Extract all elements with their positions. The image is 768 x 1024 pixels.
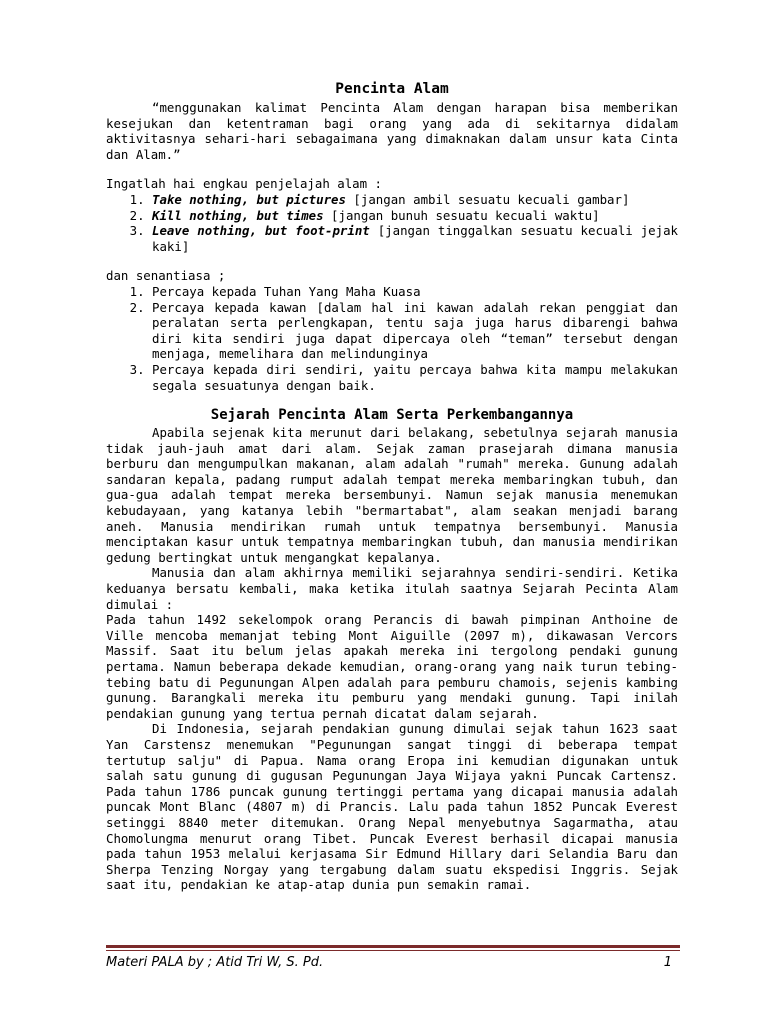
rule-text: [jangan bunuh sesuatu kecuali waktu]	[323, 207, 600, 223]
document-body	[106, 80, 678, 893]
section-title: Sejarah Pencinta Alam Serta Perkembangannya	[210, 407, 574, 424]
rule-emphasis: Take nothing, but pictures	[152, 191, 346, 207]
rule-emphasis: Leave nothing, but foot-print	[152, 223, 370, 239]
paragraph: Di Indonesia, sejarah pendakian gunung dimulai sejak tahun 1623 saat Yan Carstensz menemukan "Pegunungan sangat tinggi di beberapa tempat tertutup salju" di Papua. Nama orang Eropa ini kemudian digunakan untuk salah satu gunung di gugusan Pegunungan Jaya Wijaya yakni Puncak Cartensz. Pada tahun 1786 puncak gunung tertinggi pertama yang dicapai manusia adalah puncak Mont Blanc (4807 m) di Prancis. Lalu pada tahun 1852 Puncak Everest setinggi 8840 meter ditemukan. Orang Nepal menyebutnya Sagarmatha, atau Chomolungma menurut orang Tibet. Puncak Everest berhasil dicapai manusia pada tahun 1953 melalui kerjasama Sir Edmund Hillary dari Selandia Baru dan Sherpa Tenzing Norgay yang tergabung dalam suatu ekspedisi Inggris. Sejak saat itu, pendakian ke atap-atap dunia pun semakin ramai.	[106, 721, 678, 893]
rules-list	[106, 192, 678, 254]
beliefs-list	[106, 284, 678, 393]
belief-item: 1. Percaya kepada Tuhan Yang Maha Kuasa	[152, 284, 678, 300]
belief-item: 2. Percaya kepada kawan [dalam hal ini kawan adalah rekan penggiat dan peralatan serta perlengkapan, tentu saja juga harus dibarengi bahwa diri kita sendiri juga dapat dipercaya oleh “teman” tersebut dengan menjaga, memelihara dan melindunginya	[152, 300, 678, 362]
rule-item	[152, 223, 678, 254]
rule-emphasis: Kill nothing, but times	[152, 207, 324, 223]
paragraph: Apabila sejenak kita merunut dari belakang, sebetulnya sejarah manusia tidak jauh-jauh amat dari alam. Sejak zaman prasejarah dimana manusia berburu dan mengumpulkan makanan, alam adalah "rumah" mereka. Gunung adalah sandaran kepala, padang rumput adalah tempat mereka membaringkan tubuh, dan gua-gua adalah tempat mereka bersembunyi. Namun sejak manusia menemukan kebudayaan, yang katanya lebih "bermartabat", alam seakan menjadi barang aneh. Manusia mendirikan rumah untuk tempatnya bersembunyi. Manusia menciptakan kasur untuk tempatnya membaringkan tubuh, dan manusia mendirikan gedung bertingkat untuk mengangkat kepalanya.	[106, 425, 678, 565]
page-title: Pencinta Alam	[335, 81, 449, 97]
rule-item	[152, 192, 678, 208]
rule-text: [jangan tinggalkan sesuatu kecuali jejak kaki]	[152, 223, 678, 254]
rule-item	[152, 208, 678, 224]
footer-divider-thin	[106, 950, 680, 951]
paragraph: Manusia dan alam akhirnya memiliki sejarahnya sendiri-sendiri. Ketika keduanya bersatu kembali, maka ketika itulah saatnya Sejarah Pecinta Alam dimulai :	[106, 565, 678, 612]
rule-text: [jangan ambil sesuatu kecuali gambar]	[345, 191, 630, 207]
footer-credit: Materi PALA by ; Atid Tri W, S. Pd.	[106, 955, 324, 970]
remember-heading: Ingatlah hai engkau penjelajah alam :	[106, 176, 383, 192]
page-footer	[106, 955, 672, 970]
page-number: 1	[663, 955, 672, 970]
belief-item: 3. Percaya kepada diri sendiri, yaitu percaya bahwa kita mampu melakukan segala sesuatunya dengan baik.	[152, 362, 678, 393]
intro-quote: “menggunakan kalimat Pencinta Alam dengan harapan bisa memberikan kesejukan dan ketentraman bagi orang yang ada di sekitarnya didalam aktivitasnya sehari-hari sebagaimana yang dimaknakan dalam unsur kata Cinta dan Alam.”	[106, 100, 678, 162]
footer-divider	[106, 945, 680, 948]
paragraph: Pada tahun 1492 sekelompok orang Perancis di bawah pimpinan Anthoine de Ville mencoba memanjat tebing Mont Aiguille (2097 m), dikawasan Vercors Massif. Saat itu belum jelas apakah mereka ini tergolong pendaki gunung pertama. Namun beberapa dekade kemudian, orang-orang yang naik turun tebing-tebing batu di Pegunungan Alpen adalah para pemburu chamois, sejenis kambing gunung. Barangkali mereka itu pemburu yang mendaki gunung. Tapi inilah pendakian gunung yang tertua pernah dicatat dalam sejarah.	[106, 612, 678, 721]
always-heading: dan senantiasa ;	[106, 268, 226, 284]
